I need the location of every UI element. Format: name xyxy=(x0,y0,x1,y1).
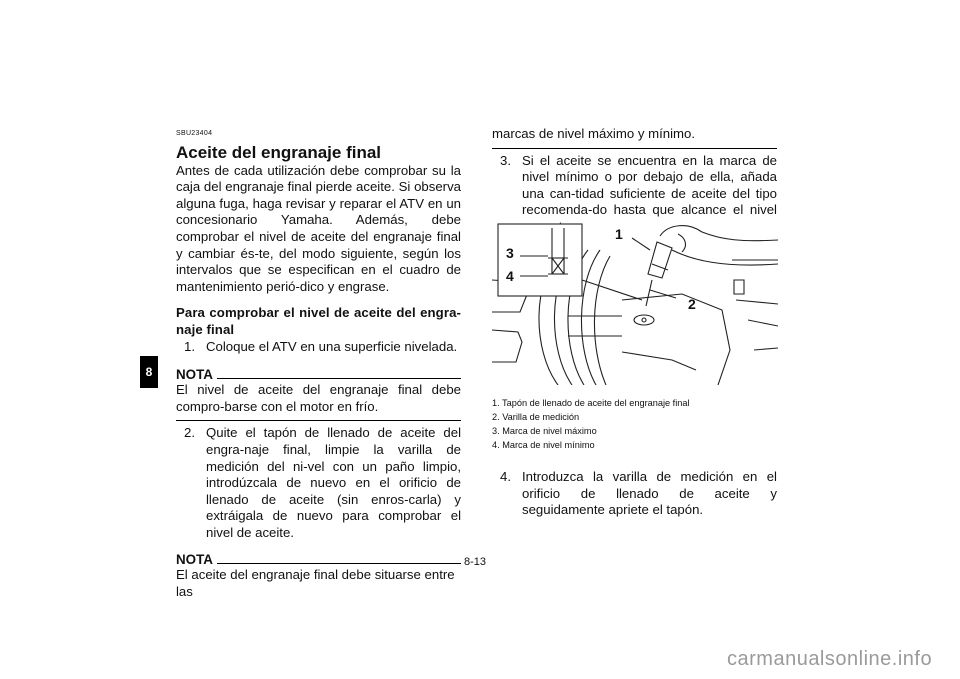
nota-2-end-rule xyxy=(492,148,777,149)
step-1-text: Coloque el ATV en una superficie nivelada. xyxy=(206,338,458,354)
step-2-number: 2. xyxy=(184,425,195,441)
figure-label-3: 3 xyxy=(506,245,514,261)
step-3-text: Si el aceite se encuentra en la marca de nivel mínimo o por debajo de ella, añada una can-tidad suficiente de aceite del tipo recomenda-do hasta que alcance el nivel xyxy=(522,152,777,218)
step-2 xyxy=(184,425,461,541)
bolt xyxy=(734,280,744,294)
nota-2-text: El aceite del engranaje final debe situarse entre las xyxy=(176,567,455,600)
gear-case xyxy=(622,294,730,385)
dipstick-cap xyxy=(648,242,672,278)
dipstick-rod xyxy=(646,280,652,306)
figure-label-4: 4 xyxy=(506,268,514,284)
inset-pointer xyxy=(582,280,642,300)
step-4-number: 4. xyxy=(500,469,511,484)
nota-2-continuation: marcas de nivel máximo y mínimo. xyxy=(492,126,695,141)
frame-line xyxy=(748,320,778,350)
caption-4: 4. Marca de nivel mínimo xyxy=(492,440,595,450)
page-number: 8-13 xyxy=(464,556,487,568)
step-1-number: 1. xyxy=(184,338,195,354)
section-title: Aceite del engranaje final xyxy=(176,142,382,162)
figure-captions xyxy=(492,396,778,452)
intro-paragraph: Antes de cada utilización debe comprobar su la caja del engranaje final pierde aceite. Si observa alguna fuga, haga revisar y reparar el ATV en un concesionario Yamaha. Además, debe comprobar el nivel de aceite del engranaje final y cambiar és-te, del modo siguiente, según los intervalos que se especifican en el cuadro de mantenimiento perió-dico y engrase. xyxy=(176,162,461,294)
nota-2-label: NOTA xyxy=(176,552,213,568)
step-4 xyxy=(500,469,777,519)
tread-block xyxy=(492,330,522,362)
frame-line xyxy=(732,260,778,304)
tire-arc-3 xyxy=(581,250,600,385)
figure-label-1: 1 xyxy=(615,226,623,242)
watermark: carmanualsonline.info xyxy=(727,648,933,670)
nota-1-end-rule xyxy=(176,420,461,421)
caption-1: 1. Tapón de llenado de aceite del engranaje final xyxy=(492,398,690,408)
step-1 xyxy=(184,339,461,356)
figure-label-2: 2 xyxy=(688,296,696,312)
section-code: SBU23404 xyxy=(176,130,213,137)
nota-1-heading xyxy=(176,367,461,382)
nota-2-heading xyxy=(176,552,461,567)
section-tab: 8 xyxy=(140,356,158,388)
nota-1-label: NOTA xyxy=(176,367,213,383)
final-gear-oil-figure xyxy=(492,220,778,385)
filler-hole-center xyxy=(642,318,646,322)
step-2-text: Quite el tapón de llenado de aceite del engra-naje final, limpie la varilla de medición del ni-vel con un paño limpio, introdúzcala de nuevo en el orificio de llenado de aceite (sin enros-carla) y extráigala de nuevo para comprobar el nivel de aceite. xyxy=(206,425,461,540)
nota-1-text: El nivel de aceite del engranaje final debe compro-barse con el motor en frío. xyxy=(176,382,461,414)
caption-3: 3. Marca de nivel máximo xyxy=(492,426,597,436)
left-column xyxy=(176,126,461,601)
step-3-number: 3. xyxy=(500,152,511,168)
hand-outline xyxy=(672,250,778,265)
tire-arc-inner xyxy=(594,256,610,385)
filler-hole xyxy=(634,315,654,325)
hand-outline xyxy=(660,226,778,241)
caption-2: 2. Varilla de medición xyxy=(492,412,580,422)
procedure-heading: Para comprobar el nivel de aceite del engra-naje final xyxy=(176,305,461,337)
leader-1 xyxy=(632,238,650,250)
step-4-text: Introduzca la varilla de medición en el orificio de llenado de aceite y seguidamente apriete el tapón. xyxy=(522,469,777,518)
finger-line xyxy=(678,234,685,252)
